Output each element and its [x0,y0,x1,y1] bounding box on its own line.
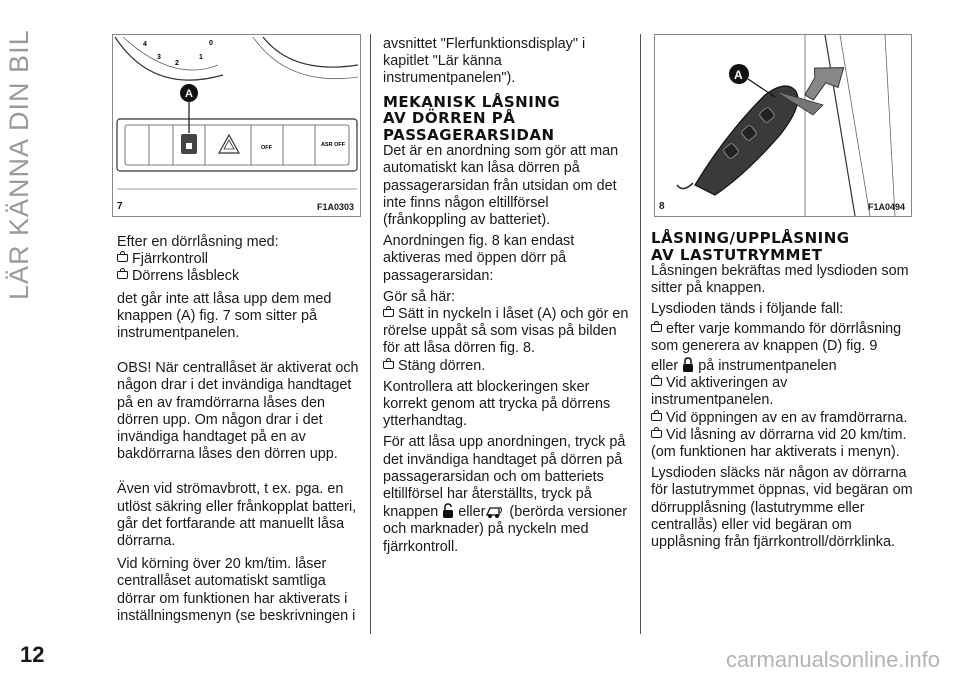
watermark: carmanualsonline.info [725,647,940,672]
column-2 [383,36,633,556]
gauge-number: 1 [199,54,203,61]
bullet-icon [383,361,394,369]
figure-number: 8 [659,201,665,212]
asr-label: ASR OFF [321,142,346,148]
bullet-icon [117,271,128,279]
key-in-door-lock-illustration [655,35,911,216]
up-arrow-icon [801,55,848,107]
gauge-number: 4 [143,41,147,48]
paragraph: eller på instrumentpanelen [651,358,837,375]
sidebar-chapter-title: LÄR KÄNNA DIN BIL [4,29,34,300]
bullet-icon [651,413,662,421]
section-heading: LÅSNING/UPPLÅSNING AV LASTUTRYMMET [651,229,850,264]
svg-text:OFF: OFF [261,145,272,151]
gauge-number: 0 [209,40,213,47]
list-item: efter varje kommando för dörrlåsning som generera av knappen (D) fig. 9 [651,320,902,354]
padlock-icon [682,357,694,373]
page-number: 12 [20,642,45,667]
key-fob-body [695,86,798,195]
paragraph: Det är en anordning som gör att man automatiskt kan låsa dörren på passagerarsidan från utsidan om det inte finns någon eltillförsel (frånkoppling av batteriet). [383,143,619,228]
paragraph: Gör så här: [383,288,455,305]
callout-a-label: A [185,88,193,100]
section-heading: MEKANISK LÅSNING AV DÖRREN PÅ PASSAGERARSIDAN [383,92,561,144]
list-item: Vid öppningen av en av framdörrarna. [651,410,913,427]
paragraph: Även vid strömavbrott, t ex. pga. en utlöst säkring eller frånkopplat batteri, går det fortfarande att manuellt låsa dörrarna. [117,481,357,550]
bullet-icon [117,254,128,262]
paragraph: Lysdioden tänds i följande fall: [651,301,844,318]
gauge-number: 3 [157,54,161,61]
padlock-open-icon [442,503,454,519]
paragraph: avsnittet "Flerfunktionsdisplay" i kapitlet "Lär känna instrumentpanelen"). [383,36,586,87]
paragraph: Kontrollera att blockeringen sker korrekt genom att trycka på dörrens ytterhandtag. [383,378,611,430]
dashboard-switch-illustration [113,35,360,216]
figure-8 [654,34,912,217]
paragraph: Låsningen bekräftas med lysdioden som sitter på knappen. [651,263,909,297]
figure-7 [112,34,361,217]
paragraph: OBS! När centrallåset är aktiverat och någon drar i det invändiga handtaget på en av framdörrarna låses den dörren upp. Om någon drar i det invändiga handtaget på en av bakdörrarna låses den dörren upp. [117,360,359,463]
list-item: Fjärrkontroll [117,251,362,268]
hazard-icon [219,135,239,153]
list-item: Vid låsning av dörrarna vid 20 km/tim. (om funktionen har aktiverats i menyn). [651,426,907,461]
column-1 [117,234,362,625]
paragraph: det går inte att låsa upp dem med knappen (A) fig. 7 som sitter på instrumentpanelen. [117,290,332,342]
column-3 [651,230,913,551]
callout-a-label: A [734,68,743,82]
van-key-icon [485,505,505,519]
paragraph: Lysdioden släcks när någon av dörrarna för lastutrymmet öppnas, vid begäran om dörrupplåsning (lastutrymme eller centrallås) eller vid begäran om upplåsning från fjärrkontroll/dörrklinka. [651,465,913,551]
list-item: Sätt in nyckeln i låset (A) och gör en rörelse uppåt så som visas på bilden för att låsa dörren fig. 8. [383,305,629,357]
gauge-number: 2 [175,60,179,67]
bullet-icon [651,324,662,332]
bullet-icon [651,378,662,386]
list-item: Dörrens låsbleck [117,268,362,285]
list-item: Stäng dörren. [383,358,633,375]
list-item: Vid aktiveringen av instrumentpanelen. [651,375,788,409]
paragraph: För att låsa upp anordningen, tryck på det invändiga handtaget på dörren på passagerarsidan och om batteriets eltillförsel har återställts, tryck på knappen eller (berörda versioner och marknader) på nyckeln med fjärrkontroll. [383,434,627,555]
figure-code: F1A0494 [867,202,905,212]
paragraph: Efter en dörrlåsning med: [117,234,279,250]
column-divider [370,34,371,634]
paragraph: Vid körning över 20 km/tim. låser centrallåset automatiskt samtliga dörrar om funktionen har aktiverats i inställningsmenyn (se beskrivningen i [117,556,356,624]
bullet-icon [651,430,662,438]
figure-number: 7 [117,201,123,212]
column-divider [640,34,641,634]
bullet-icon [383,309,394,317]
paragraph: Anordningen fig. 8 kan endast aktiveras med öppen dörr på passagerarsidan: [383,233,575,284]
figure-code: F1A0303 [316,202,354,212]
